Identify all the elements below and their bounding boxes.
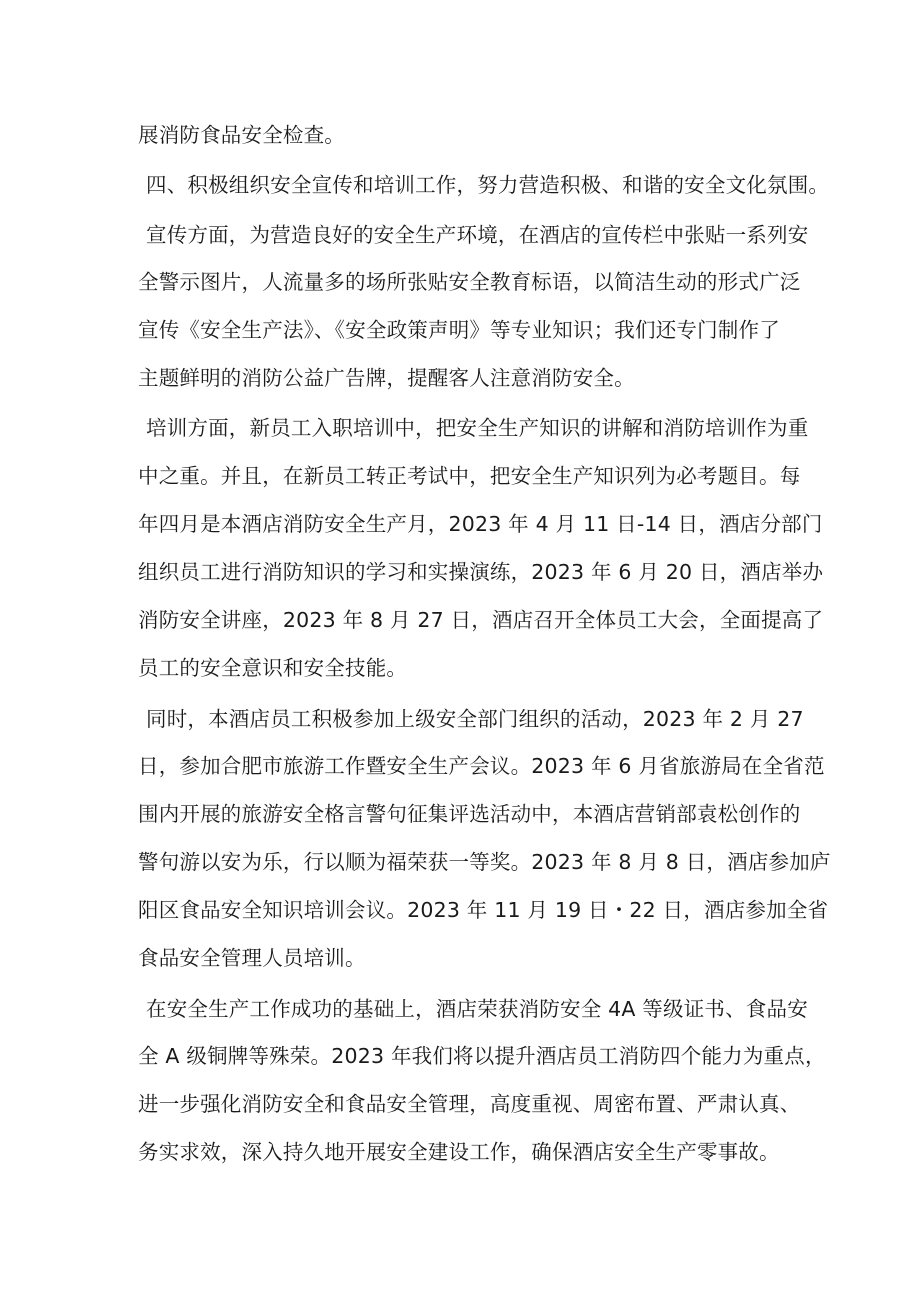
section-heading: 四、积极组织安全宣传和培训工作，努力营造积极、和谐的安全文化氛围。 xyxy=(146,173,830,197)
text-line: 同时，本酒店员工积极参加上级安全部门组织的活动，2023 年 2 月 27 xyxy=(146,707,804,731)
text-line: 在安全生产工作成功的基础上，酒店荣获消防安全 4A 等级证书、食品安 xyxy=(146,997,808,1021)
text-line: 日，参加合肥市旅游工作暨安全生产会议。2023 年 6 月省旅游局在全省范 xyxy=(138,754,825,778)
text-line: 消防安全讲座，2023 年 8 月 27 日，酒店召开全体员工大会，全面提高了 xyxy=(138,608,824,632)
text-line: 培训方面，新员工入职培训中，把安全生产知识的讲解和消防培训作为重 xyxy=(146,416,809,440)
text-line: 全警示图片，人流量多的场所张贴安全教育标语，以简洁生动的形式广泛 xyxy=(138,270,801,294)
text-line: 全 A 级铜牌等殊荣。2023 年我们将以提升酒店员工消防四个能力为重点， xyxy=(138,1044,826,1068)
text-line: 展消防食品安全检查。 xyxy=(138,123,345,147)
text-line: 中之重。并且，在新员工转正考试中，把安全生产知识列为必考题目。每 xyxy=(138,464,801,488)
text-line: 年四月是本酒店消防安全生产月，2023 年 4 月 11 日-14 日，酒店分部门 xyxy=(138,512,823,536)
text-line: 食品安全管理人员培训。 xyxy=(138,946,366,970)
text-line: 员工的安全意识和安全技能。 xyxy=(138,656,408,680)
text-line: 宣传方面，为营造良好的安全生产环境，在酒店的宣传栏中张贴一系列安 xyxy=(146,223,809,247)
text-line: 宣传《安全生产法》、《安全政策声明》等专业知识；我们还专门制作了 xyxy=(138,318,780,342)
text-line: 阳区食品安全知识培训会议。2023 年 11 月 19 日・22 日，酒店参加全省 xyxy=(138,898,829,922)
text-line: 警句游以安为乐，行以顺为福荣获一等奖。2023 年 8 月 8 日，酒店参加庐 xyxy=(138,850,831,874)
text-line: 主题鲜明的消防公益广告牌，提醒客人注意消防安全。 xyxy=(138,366,635,390)
text-line: 进一步强化消防安全和食品安全管理，高度重视、周密布置、严肃认真、 xyxy=(138,1092,801,1116)
text-line: 围内开展的旅游安全格言警句征集评选活动中，本酒店营销部袁松创作的 xyxy=(138,802,801,826)
text-line: 组织员工进行消防知识的学习和实操演练，2023 年 6 月 20 日，酒店举办 xyxy=(138,560,824,584)
text-line: 务实求效，深入持久地开展安全建设工作，确保酒店安全生产零事故。 xyxy=(138,1140,780,1164)
